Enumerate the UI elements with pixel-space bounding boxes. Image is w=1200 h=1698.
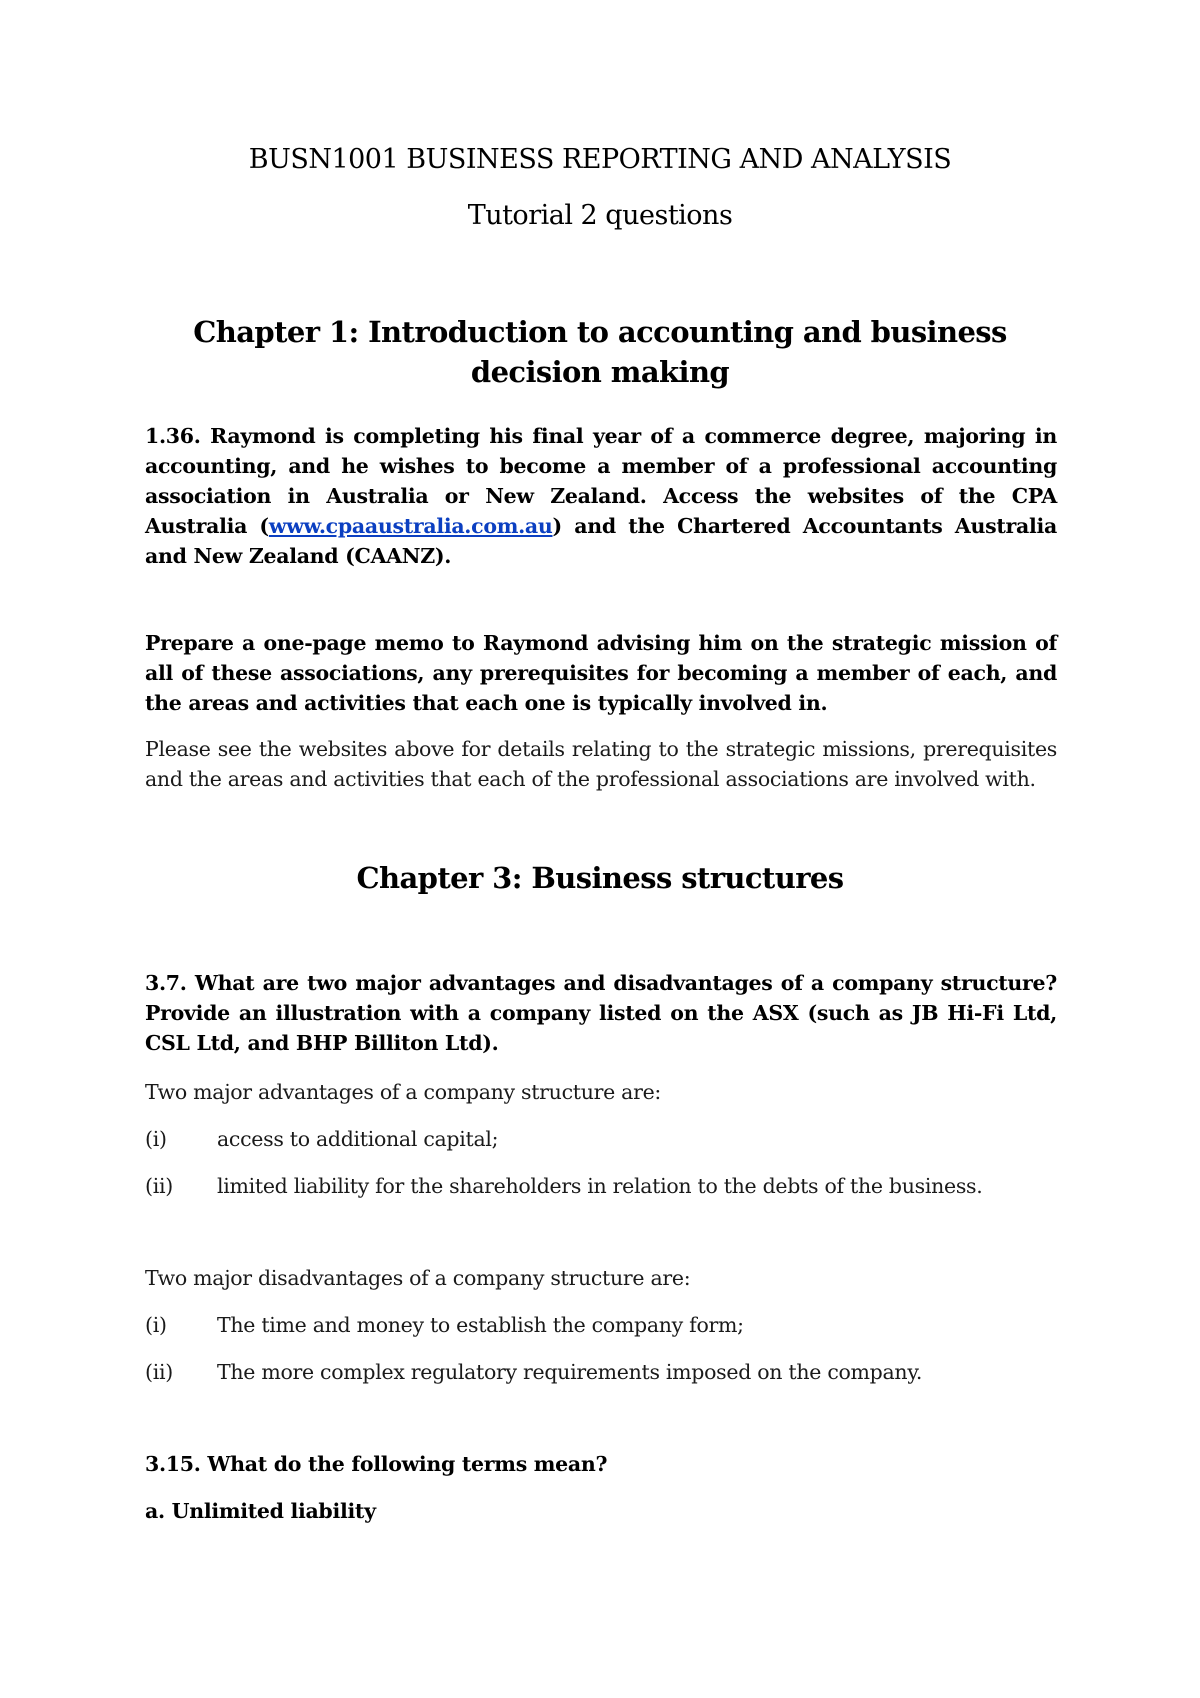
list-marker: (i): [145, 1313, 167, 1337]
tutorial-title: Tutorial 2 questions: [467, 200, 733, 231]
question-3-7-text: What are two major advantages and disadvantages of a company structure? Provide an illustration with a company listed on the ASX (such as JB Hi-Fi Ltd, CSL Ltd, and BHP Billiton Ltd).: [145, 971, 1057, 1055]
question-1-36: [145, 421, 1057, 571]
list-marker: (ii): [145, 1360, 173, 1384]
question-1-36-text-before-link: Raymond is completing his final year of a commerce degree, majoring in accounting, and he wishes to become a member of a professional accounting association in Australia or New Zealand. Access the websites of the CPA Australia (: [145, 424, 1057, 538]
chapter-1-heading: [0, 312, 1200, 392]
cpa-australia-link[interactable]: www.cpaaustralia.com.au: [268, 514, 553, 538]
question-3-7: [145, 968, 1057, 1058]
chapter-1-heading-text: Chapter 1: Introduction to accounting and business decision making: [193, 315, 1007, 389]
list-marker: (ii): [145, 1174, 173, 1198]
list-item-text: The time and money to establish the company form;: [217, 1313, 744, 1337]
list-item-text: limited liability for the shareholders in relation to the debts of the business.: [217, 1174, 983, 1198]
list-item-text: access to additional capital;: [217, 1127, 499, 1151]
question-1-36-number: 1.36.: [145, 424, 201, 448]
question-1-36-answer: Please see the websites above for details relating to the strategic missions, prerequisites and the areas and activities that each of the professional associations are involved with.: [145, 737, 1057, 791]
question-1-36-text: [145, 421, 1057, 571]
advantages-intro: Two major advantages of a company structure are:: [145, 1080, 662, 1104]
chapter-3-heading: Chapter 3: Business structures: [356, 861, 844, 895]
question-3-15: [145, 1449, 1057, 1479]
question-1-36-text-after-link: ) and the Chartered Accountants Australia and New Zealand (CAANZ).: [145, 514, 1057, 568]
disadvantages-intro: Two major disadvantages of a company structure are:: [145, 1266, 691, 1290]
list-item-text: The more complex regulatory requirements imposed on the company.: [217, 1360, 923, 1384]
question-3-15-number: 3.15.: [145, 1452, 201, 1476]
question-1-36-instruction: Prepare a one-page memo to Raymond advising him on the strategic mission of all of these associations, any prerequisites for becoming a member of each, and the areas and activities that each one is typically involved in.: [145, 631, 1057, 715]
question-3-7-number: 3.7.: [145, 971, 187, 995]
list-marker: (i): [145, 1127, 167, 1151]
question-3-15-part-a: a. Unlimited liability: [145, 1499, 376, 1523]
question-3-15-text: What do the following terms mean?: [207, 1452, 608, 1476]
course-title: BUSN1001 BUSINESS REPORTING AND ANALYSIS: [248, 144, 952, 175]
